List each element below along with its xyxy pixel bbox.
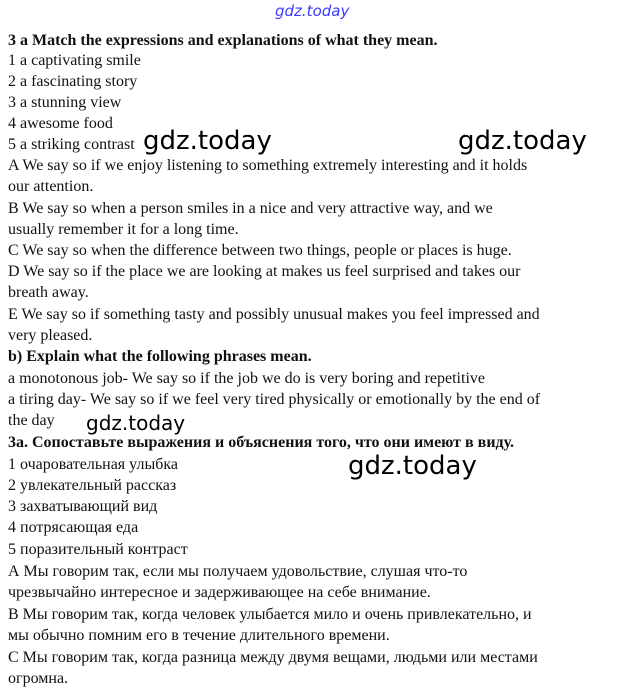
explanation-a-ru-cont: чрезвычайно интересное и задерживающее на себе внимание. — [8, 584, 431, 601]
expression-1: 1 a captivating smile — [8, 52, 141, 69]
expression-5-ru: 5 поразительный контраст — [8, 541, 188, 558]
explanation-b-cont: usually remember it for a long time. — [8, 221, 239, 238]
explanation-e-cont: very pleased. — [8, 327, 93, 344]
expression-3-ru: 3 захватывающий вид — [8, 498, 158, 515]
watermark: gdz.today — [348, 451, 477, 481]
watermark: gdz.today — [143, 126, 272, 156]
phrase-tiring-day: a tiring day- We say so if we feel very tired physically or emotionally by the end of — [8, 391, 541, 408]
explanation-a-ru: А Мы говорим так, если мы получаем удовольствие, слушая что-то — [8, 563, 468, 580]
exercise-b-heading: b) Explain what the following phrases mean. — [8, 348, 312, 365]
explanation-d-cont: breath away. — [8, 284, 89, 301]
explanation-b: B We say so when a person smiles in a nice and very attractive way, and we — [8, 200, 493, 217]
watermark: gdz.today — [86, 411, 186, 435]
explanation-a: A We say so if we enjoy listening to something extremely interesting and it holds — [8, 157, 528, 174]
explanation-b-ru: В Мы говорим так, когда человек улыбается мило и очень привлекательно, и — [8, 606, 532, 623]
phrase-monotonous-job: a monotonous job- We say so if the job we do is very boring and repetitive — [8, 370, 485, 387]
exercise-3a-heading: 3 a Match the expressions and explanations of what they mean. — [8, 32, 438, 49]
expression-1-ru: 1 очаровательная улыбка — [8, 456, 178, 473]
expression-4-ru: 4 потрясающая еда — [8, 519, 139, 536]
explanation-c: C We say so when the difference between two things, people or places is huge. — [8, 242, 512, 259]
explanation-c-ru-cont: огромна. — [8, 670, 69, 687]
explanation-e: E We say so if something tasty and possibly unusual makes you feel impressed and — [8, 306, 540, 323]
expression-2-ru: 2 увлекательный рассказ — [8, 477, 177, 494]
explanation-a-cont: our attention. — [8, 178, 94, 195]
explanation-c-ru: С Мы говорим так, когда разница между двумя вещами, людьми или местами — [8, 649, 538, 666]
explanation-d: D We say so if the place we are looking at makes us feel surprised and takes our — [8, 263, 521, 280]
phrase-tiring-day-cont: the day — [8, 412, 55, 429]
exercise-3a-ru-heading: 3а. Сопоставьте выражения и объяснения того, что они имеют в виду. — [8, 434, 515, 451]
expression-5: 5 a striking contrast — [8, 136, 135, 153]
expression-2: 2 a fascinating story — [8, 73, 138, 90]
expression-3: 3 a stunning view — [8, 94, 122, 111]
watermark: gdz.today — [458, 126, 587, 156]
expression-4: 4 awesome food — [8, 115, 113, 132]
explanation-b-ru-cont: мы обычно помним его в течение длительного времени. — [8, 627, 390, 644]
watermark-top: gdz.today — [275, 2, 350, 20]
